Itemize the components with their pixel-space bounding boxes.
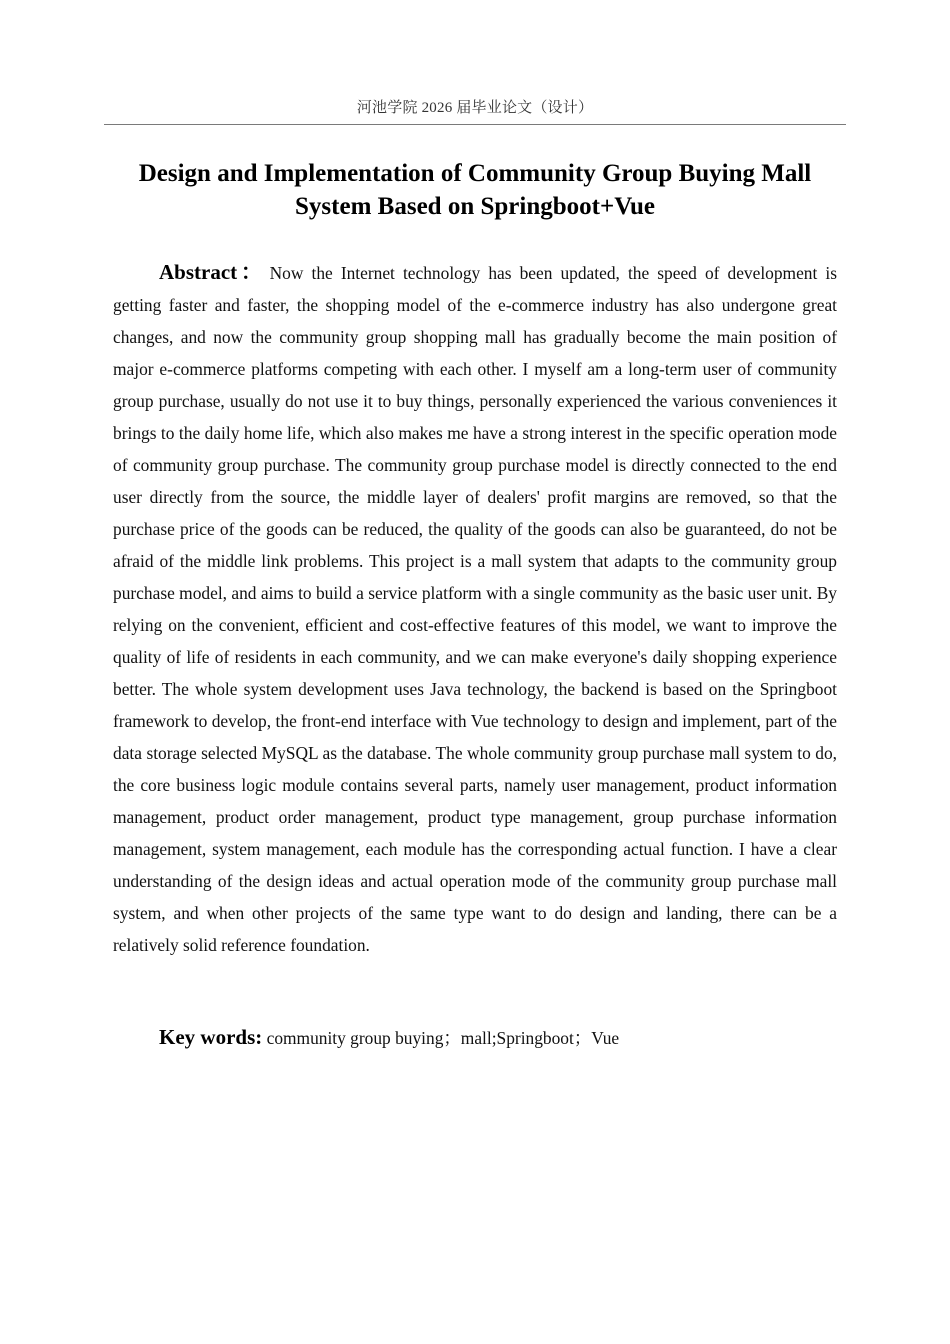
paper-title: Design and Implementation of Community Group Buying Mall System Based on Springboot+Vue [138,160,812,220]
keywords-label: Key words: [159,1025,263,1049]
keywords-line [159,1020,839,1055]
abstract-paragraph [113,256,837,961]
abstract-label: Abstract： [159,260,266,284]
header-divider [104,124,846,125]
keywords-text: community group buying；mall;Springboot；Vue [266,1028,620,1048]
abstract-text: Now the Internet technology has been updated, the speed of development is getting faster and faster, the shopping model of the e-commerce industry has also undergone great changes, and now the community group shopping mall has gradually become the main position of major e-commerce platforms competing with each other. I myself am a long-term user of community group purchase, usually do not use it to buy things, personally experienced the various conveniences it brings to the daily home life, which also makes me have a strong interest in the specific operation mode of community group purchase. The community group purchase model is directly connected to the end user directly from the source, the middle layer of dealers' profit margins are removed, so that the purchase price of the goods can be reduced, the quality of the goods can also be guaranteed, do not be afraid of the middle link problems. This project is a mall system that adapts to the community group purchase model, and aims to build a service platform with a single community as the basic user unit. By relying on the convenient, efficient and cost-effective features of this model, we want to improve the quality of life of residents in each community, and we can make everyone's daily shopping experience better. The whole system development uses Java technology, the backend is based on the Springboot framework to develop, the front-end interface with Vue technology to design and implement, part of the data storage selected MySQL as the database. The whole community group purchase mall system to do, the core business logic module contains several parts, namely user management, product information management, product order management, product type management, group purchase information management, system management, each module has the corresponding actual function. I have a clear understanding of the design ideas and actual operation mode of the community group purchase mall system, and when other projects of the same type want to do design and landing, there can be a relatively solid reference foundation. [113,263,837,955]
running-header: 河池学院 2026 届毕业论文（设计） [356,100,594,116]
